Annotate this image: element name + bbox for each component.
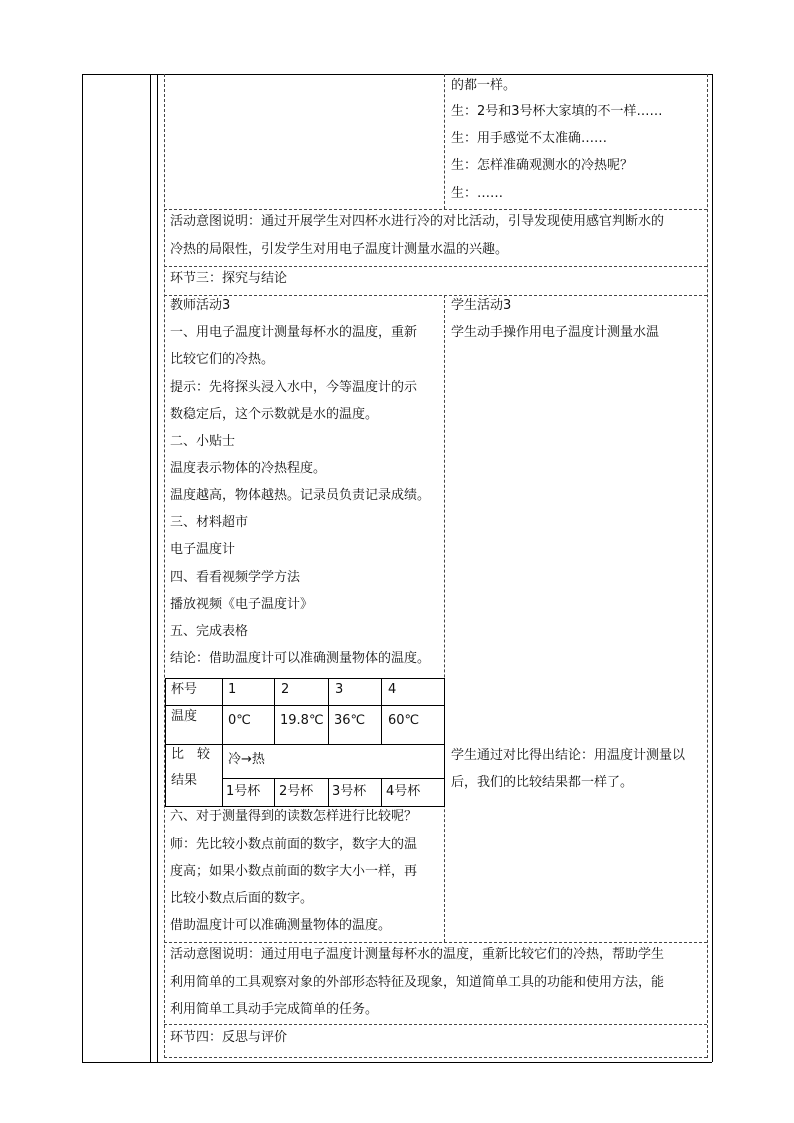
table-border (165, 806, 445, 807)
dashed-left-border (164, 74, 165, 1058)
teacher-line: 温度表示物体的冷热程度。 (170, 461, 327, 476)
table-cell-temp: 19.8℃ (280, 713, 324, 728)
student-conclusion-line: 学生通过对比得出结论：用温度计测量以 (451, 748, 686, 763)
student-line: 生：2号和3号杯大家填的不一样…… (451, 104, 663, 119)
student-line: 的都一样。 (451, 78, 517, 93)
outer-right-border (712, 74, 713, 1062)
teacher-line: 比较它们的冷热。 (170, 352, 275, 367)
table-header-compare: 结果 (171, 773, 198, 788)
dashed-right-border (707, 74, 708, 1058)
table-border (381, 778, 382, 806)
dashed-row-intent2-bottom (164, 1024, 707, 1025)
table-border (444, 678, 445, 806)
student-line: 生：怎样准确观测水的冷热呢？ (451, 158, 634, 173)
table-border (328, 778, 329, 806)
table-cell-order: 冷→热 (228, 752, 265, 767)
teacher-line: 四、看看视频学学方法 (170, 570, 301, 585)
teacher-line: 二、小贴士 (170, 434, 236, 449)
teacher-line: 提示：先将探头浸入水中，今等温度计的示 (170, 380, 418, 395)
table-cell-temp: 60℃ (388, 713, 420, 728)
label-column-border (150, 74, 151, 1062)
table-border (274, 678, 275, 744)
table-cell-ranked: 3号杯 (332, 784, 367, 799)
table-border (165, 678, 445, 679)
dashed-row-activities-bottom (164, 942, 707, 943)
dashed-column-divider-mid (444, 295, 445, 942)
teacher-line: 数稳定后，这个示数就是水的温度。 (170, 407, 379, 422)
table-cell-ranked: 4号杯 (386, 784, 421, 799)
intent-text-line: 利用简单工具动手完成简单的任务。 (170, 1002, 379, 1017)
outer-left-border (82, 74, 83, 1062)
dashed-row-intent1-bottom (164, 266, 707, 267)
inner-left-border (157, 74, 158, 1062)
table-header-temp: 温度 (171, 709, 198, 724)
table-border (165, 678, 166, 806)
table-header-cup: 杯号 (171, 682, 198, 697)
teacher-line: 播放视频《电子温度计》 (170, 597, 314, 612)
table-cell-cup: 3 (335, 682, 344, 697)
table-cell-temp: 0℃ (228, 713, 251, 728)
intent-text-line: 活动意图说明：通过开展学生对四杯水进行冷的对比活动，引导发现使用感官判断水的 (170, 214, 665, 229)
table-border (165, 705, 445, 706)
intent-text-line: 活动意图说明：通过用电子温度计测量每杯水的温度，重新比较它们的冷热，帮助学生 (170, 947, 665, 962)
teacher-line: 度高；如果小数点前面的数字大小一样，再 (170, 864, 418, 879)
teacher-line: 五、完成表格 (170, 624, 249, 639)
table-border (274, 778, 275, 806)
table-border (381, 678, 382, 744)
student-activity-heading: 学生活动3 (451, 298, 512, 313)
student-line: 学生动手操作用电子温度计测量水温 (451, 325, 660, 340)
outer-bottom-border (82, 1062, 712, 1063)
table-cell-cup: 1 (228, 682, 237, 697)
table-border (165, 744, 445, 745)
dashed-row-section4-bottom (164, 1057, 707, 1058)
section-title: 环节三：探究与结论 (170, 271, 288, 286)
teacher-line: 结论：借助温度计可以准确测量物体的温度。 (170, 651, 431, 666)
dashed-row-section3-bottom (164, 295, 707, 296)
teacher-line: 师：先比较小数点前面的数字，数字大的温 (170, 837, 418, 852)
table-border (222, 678, 223, 806)
table-cell-cup: 4 (388, 682, 397, 697)
intent-text-line: 冷热的局限性，引发学生对用电子温度计测量水温的兴趣。 (170, 242, 509, 257)
intent-text-line: 利用简单的工具观察对象的外部形态特征及现象，知道简单工具的功能和使用方法，能 (170, 975, 665, 990)
dashed-column-divider-top (444, 74, 445, 209)
table-cell-cup: 2 (281, 682, 290, 697)
table-cell-ranked: 1号杯 (226, 784, 261, 799)
student-line: 生：…… (451, 186, 504, 201)
student-conclusion-line: 后，我们的比较结果都一样了。 (451, 775, 634, 790)
teacher-line: 六、对于测量得到的读数怎样进行比较呢？ (170, 809, 418, 824)
table-border (328, 678, 329, 744)
teacher-activity-heading: 教师活动3 (170, 298, 231, 313)
table-border (222, 778, 445, 779)
teacher-line: 温度越高，物体越热。记录员负责记录成绩。 (170, 488, 431, 503)
teacher-line: 电子温度计 (170, 542, 236, 557)
section-title: 环节四：反思与评价 (170, 1030, 288, 1045)
teacher-line: 比较小数点后面的数字。 (170, 891, 314, 906)
teacher-line: 一、用电子温度计测量每杯水的温度，重新 (170, 325, 418, 340)
table-header-compare: 比 较 (171, 747, 211, 762)
table-cell-temp: 36℃ (334, 713, 366, 728)
outer-top-border (82, 74, 712, 75)
teacher-line: 借助温度计可以准确测量物体的温度。 (170, 918, 392, 933)
table-cell-ranked: 2号杯 (279, 784, 314, 799)
dashed-row-top-bottom (164, 209, 707, 210)
student-line: 生：用手感觉不太准确…… (451, 131, 608, 146)
teacher-line: 三、材料超市 (170, 515, 249, 530)
